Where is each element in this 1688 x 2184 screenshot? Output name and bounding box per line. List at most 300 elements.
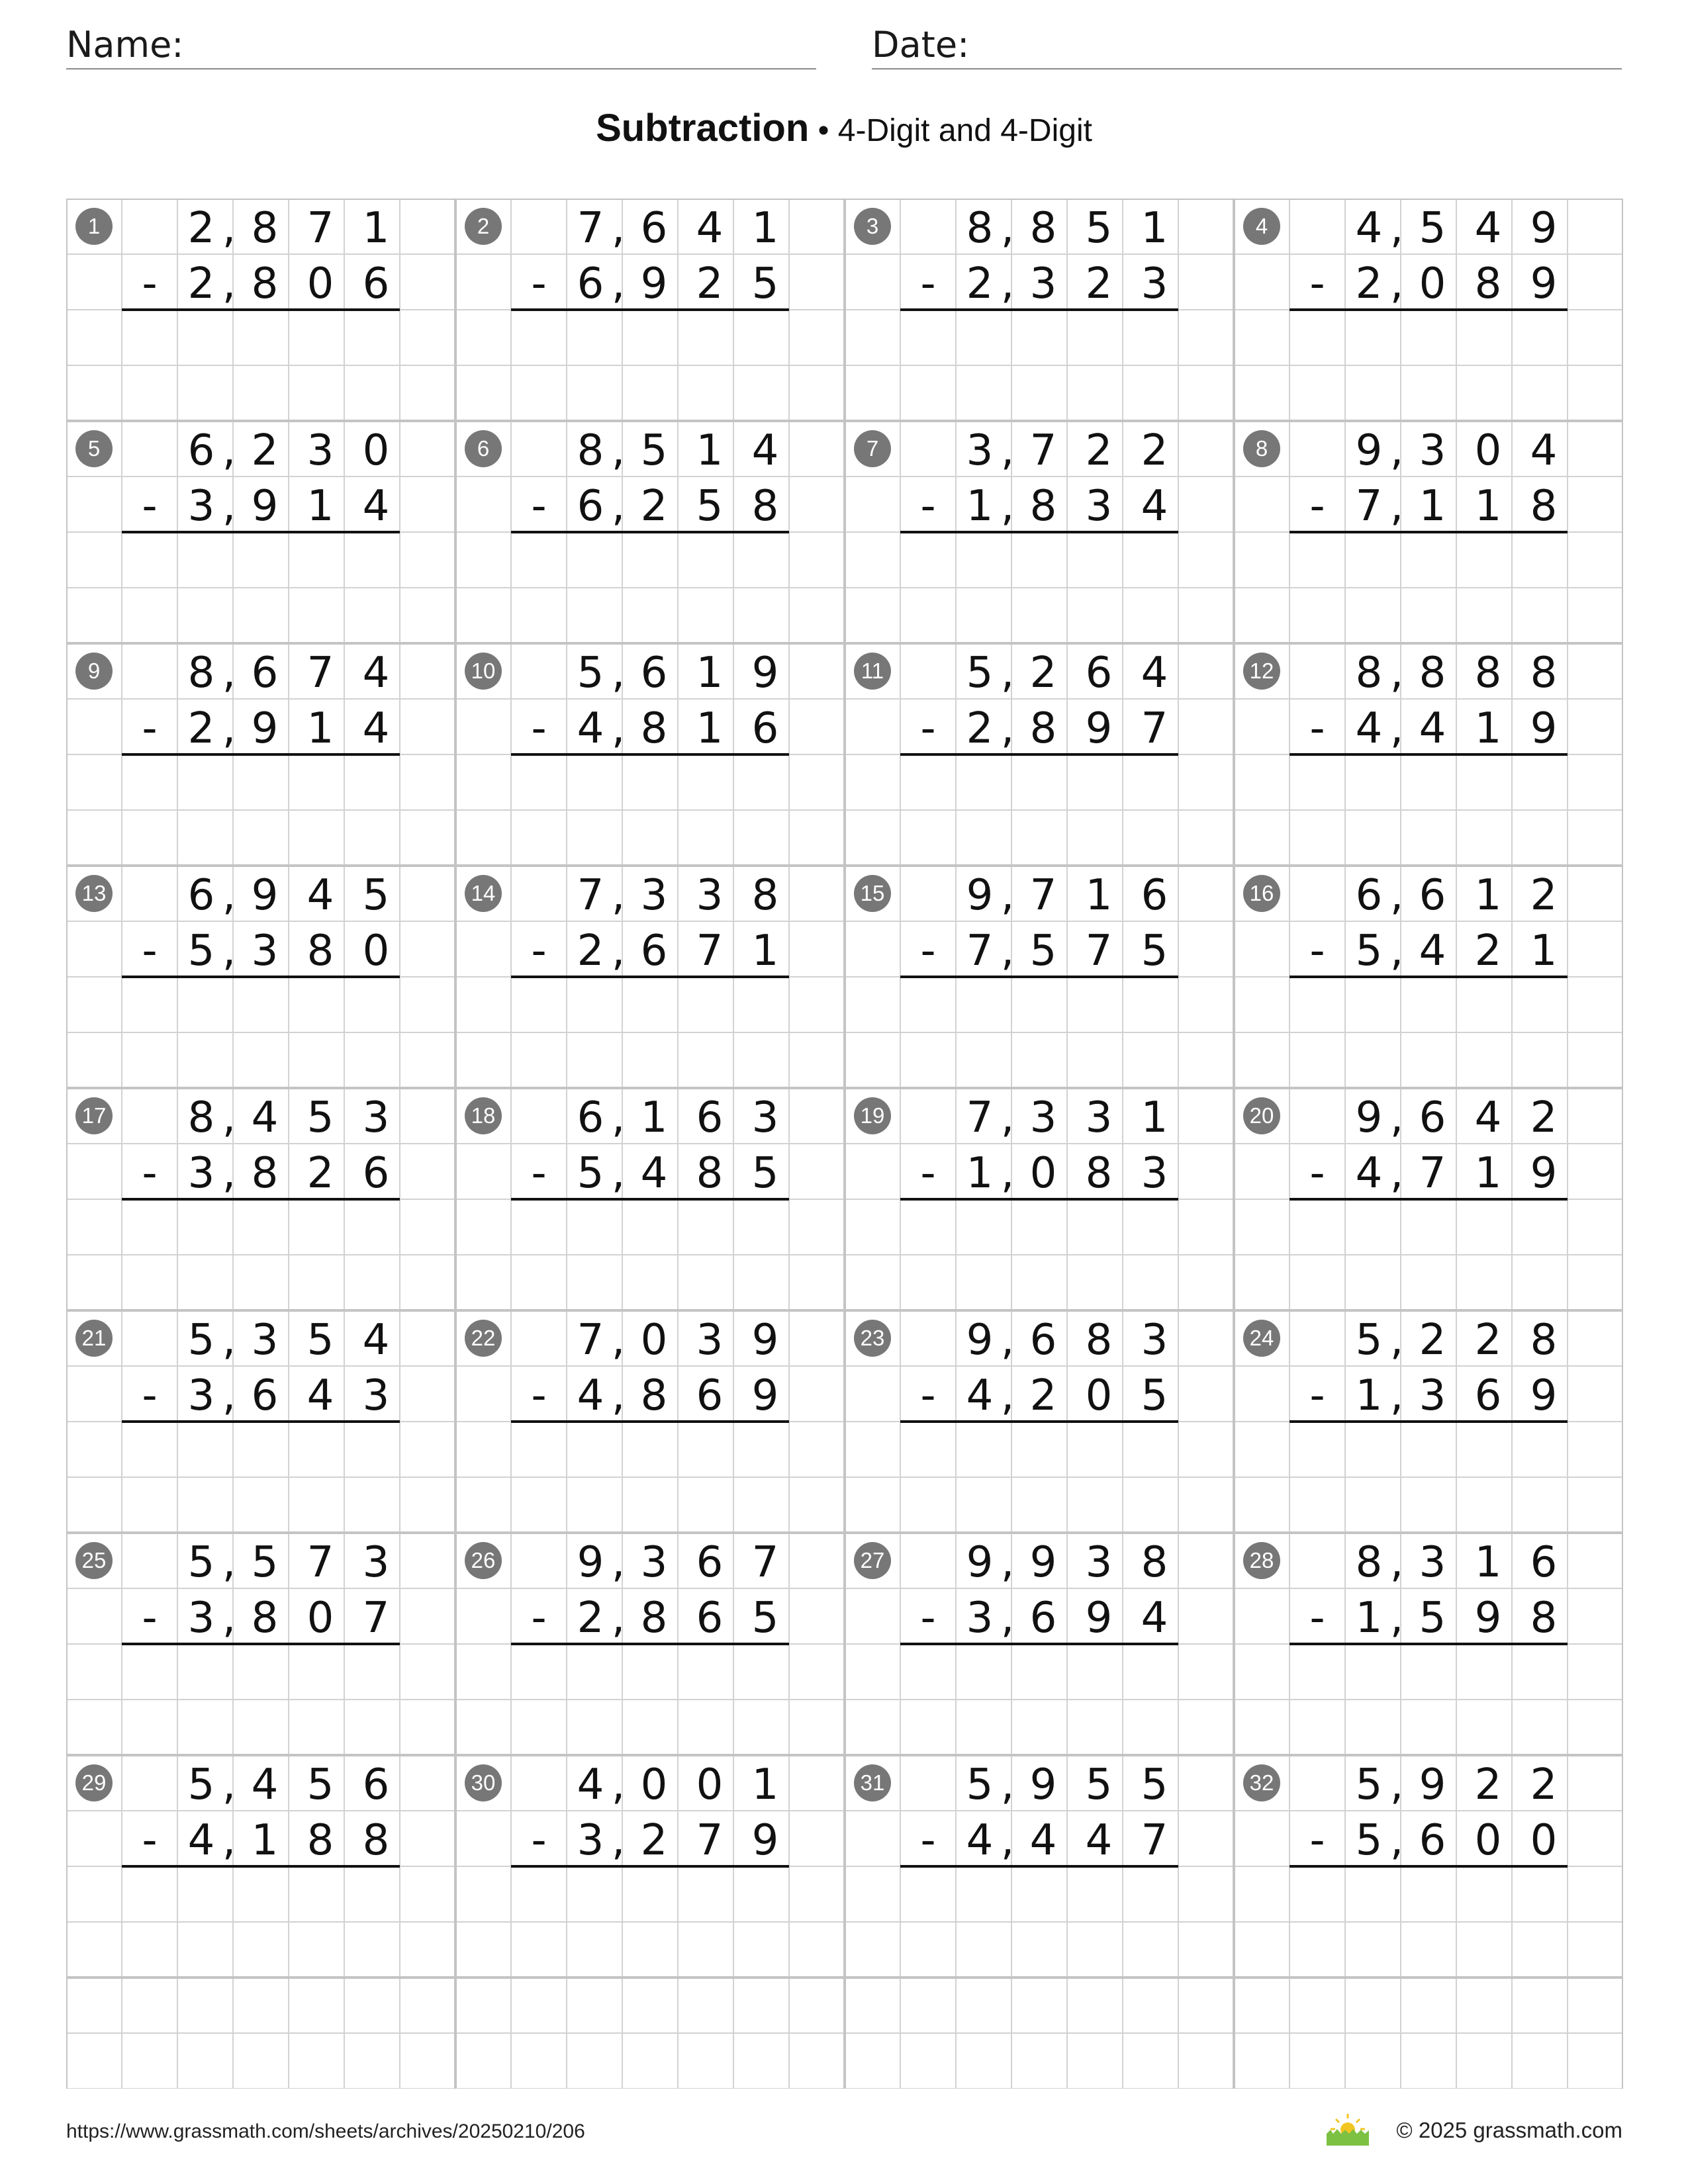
subtrahend-thousands: 4: [577, 704, 604, 753]
subtrahend-digit: 2: [306, 1149, 334, 1198]
minuend-digit: 7: [306, 1538, 334, 1587]
subtrahend-digit: 9: [1530, 1371, 1558, 1420]
minus-sign: -: [920, 259, 936, 308]
subtrahend-digit: 1: [1419, 482, 1446, 531]
problem-10: [465, 649, 789, 754]
subtrahend-digit: 0: [1085, 1371, 1113, 1420]
subtrahend-digit: 3: [1029, 259, 1057, 308]
minuend-digit: 4: [362, 1316, 390, 1365]
subtrahend-digit: 8: [696, 1149, 724, 1198]
minuend-thousands: 8: [966, 204, 994, 253]
minuend-digit: 5: [1419, 204, 1446, 253]
minuend-digit: 6: [1029, 1316, 1057, 1365]
minuend-digit: 2: [1419, 1316, 1446, 1365]
minuend-digit: 6: [640, 204, 668, 253]
subtrahend-digit: 6: [640, 927, 668, 976]
subtrahend-thousands: 5: [1355, 927, 1383, 976]
subtrahend-digit: 3: [1085, 482, 1113, 531]
problem-number: 9: [87, 659, 101, 683]
minuend-digit: 5: [1085, 204, 1113, 253]
subtrahend-digit: 6: [751, 704, 779, 753]
problem-12: [1243, 649, 1568, 754]
problem-6: [465, 426, 789, 532]
minuend-comma: ,: [611, 1760, 626, 1809]
subtrahend-thousands: 3: [187, 1149, 215, 1198]
minus-sign: -: [142, 1816, 158, 1865]
minuend-digit: 1: [696, 649, 724, 698]
minuend-thousands: 5: [577, 649, 604, 698]
minus-sign: -: [920, 704, 936, 753]
subtrahend-comma: ,: [1389, 1594, 1404, 1643]
problem-14: [465, 871, 789, 977]
minuend-thousands: 8: [1355, 649, 1383, 698]
minuend-thousands: 5: [966, 649, 994, 698]
minuend-digit: 4: [1474, 204, 1502, 253]
subtrahend-digit: 6: [696, 1594, 724, 1643]
minuend-digit: 3: [362, 1538, 390, 1587]
minuend-digit: 1: [751, 204, 779, 253]
minuend-digit: 0: [640, 1760, 668, 1809]
minus-sign: -: [142, 482, 158, 531]
minuend-digit: 5: [306, 1093, 334, 1142]
minuend-comma: ,: [1000, 1538, 1015, 1587]
subtrahend-thousands: 4: [966, 1371, 994, 1420]
problem-number: 1: [87, 214, 101, 238]
minuend-digit: 2: [1530, 871, 1558, 920]
problem-5: [75, 426, 400, 532]
minus-sign: -: [531, 1594, 547, 1643]
subtrahend-digit: 8: [640, 704, 668, 753]
problem-number: 32: [1249, 1770, 1274, 1795]
minuend-digit: 3: [1085, 1538, 1113, 1587]
subtrahend-digit: 5: [751, 1149, 779, 1198]
problem-number: 31: [860, 1770, 885, 1795]
minuend-digit: 4: [362, 649, 390, 698]
minuend-digit: 2: [1530, 1760, 1558, 1809]
subtrahend-digit: 7: [1419, 1149, 1446, 1198]
minuend-comma: ,: [222, 426, 236, 475]
minuend-comma: ,: [1000, 649, 1015, 698]
minuend-digit: 9: [1419, 1760, 1446, 1809]
name-label: Name:: [66, 24, 184, 66]
subtrahend-digit: 8: [1029, 704, 1057, 753]
subtrahend-digit: 8: [362, 1816, 390, 1865]
minuend-thousands: 5: [187, 1316, 215, 1365]
subtrahend-digit: 9: [751, 1816, 779, 1865]
subtrahend-digit: 1: [306, 482, 334, 531]
problem-number: 21: [81, 1326, 107, 1350]
minuend-thousands: 9: [1355, 426, 1383, 475]
minuend-thousands: 8: [187, 649, 215, 698]
minuend-digit: 3: [1419, 426, 1446, 475]
date-field[interactable]: [872, 20, 1622, 69]
minuend-digit: 5: [640, 426, 668, 475]
minuend-thousands: 6: [187, 426, 215, 475]
minuend-comma: ,: [222, 1316, 236, 1365]
minuend-digit: 7: [1029, 426, 1057, 475]
subtrahend-digit: 8: [1530, 1594, 1558, 1643]
minuend-digit: 1: [1141, 204, 1168, 253]
problem-number: 24: [1249, 1326, 1274, 1350]
subtrahend-comma: ,: [1389, 1149, 1404, 1198]
subtrahend-thousands: 2: [966, 259, 994, 308]
problem-13: [75, 871, 400, 977]
subtrahend-digit: 8: [640, 1371, 668, 1420]
minuend-digit: 1: [1085, 871, 1113, 920]
subtrahend-comma: ,: [1000, 1594, 1015, 1643]
subtrahend-digit: 1: [251, 1816, 279, 1865]
problem-number: 23: [860, 1326, 885, 1350]
minuend-digit: 6: [696, 1093, 724, 1142]
minuend-digit: 3: [640, 1538, 668, 1587]
problem-11: [854, 649, 1178, 754]
minuend-thousands: 7: [577, 204, 604, 253]
subtrahend-digit: 2: [640, 482, 668, 531]
minuend-digit: 3: [251, 1316, 279, 1365]
subtrahend-digit: 8: [1474, 259, 1502, 308]
subtrahend-digit: 7: [1141, 704, 1168, 753]
footer-url[interactable]: https://www.grassmath.com/sheets/archives/20250210/206: [66, 2120, 585, 2142]
problem-29: [75, 1760, 400, 1866]
subtrahend-digit: 8: [1530, 482, 1558, 531]
minuend-comma: ,: [1000, 204, 1015, 253]
minuend-thousands: 9: [577, 1538, 604, 1587]
minuend-digit: 5: [306, 1316, 334, 1365]
problem-22: [465, 1316, 789, 1422]
subtrahend-digit: 9: [1530, 259, 1558, 308]
subtrahend-digit: 9: [251, 704, 279, 753]
subtrahend-digit: 9: [1474, 1594, 1502, 1643]
problem-number: 20: [1249, 1103, 1274, 1128]
subtrahend-thousands: 4: [1355, 1149, 1383, 1198]
minuend-comma: ,: [1389, 1093, 1404, 1142]
minuend-digit: 2: [251, 426, 279, 475]
minuend-digit: 2: [1141, 426, 1168, 475]
problem-number: 15: [860, 881, 885, 905]
subtrahend-digit: 5: [1141, 1371, 1168, 1420]
minus-sign: -: [531, 1371, 547, 1420]
minuend-comma: ,: [611, 649, 626, 698]
minuend-digit: 3: [1029, 1093, 1057, 1142]
minuend-digit: 8: [1141, 1538, 1168, 1587]
minuend-digit: 2: [1029, 649, 1057, 698]
subtrahend-thousands: 2: [187, 704, 215, 753]
minus-sign: -: [1309, 482, 1325, 531]
problem-number: 12: [1249, 659, 1274, 683]
problem-31: [854, 1760, 1178, 1866]
subtrahend-digit: 4: [640, 1149, 668, 1198]
problem-28: [1243, 1538, 1568, 1644]
minuend-thousands: 6: [1355, 871, 1383, 920]
minuend-thousands: 9: [1355, 1093, 1383, 1142]
problem-2: [465, 204, 789, 310]
minuend-digit: 8: [1419, 649, 1446, 698]
minuend-digit: 5: [1085, 1760, 1113, 1809]
minuend-digit: 3: [696, 871, 724, 920]
subtrahend-digit: 7: [362, 1594, 390, 1643]
minuend-thousands: 8: [1355, 1538, 1383, 1587]
subtrahend-comma: ,: [222, 927, 236, 976]
minuend-thousands: 7: [577, 1316, 604, 1365]
minuend-digit: 1: [1141, 1093, 1168, 1142]
minuend-digit: 9: [751, 1316, 779, 1365]
subtrahend-thousands: 2: [577, 1594, 604, 1643]
date-underline: [872, 68, 1622, 69]
problem-number: 7: [866, 436, 879, 461]
subtrahend-digit: 5: [751, 1594, 779, 1643]
minuend-digit: 5: [251, 1538, 279, 1587]
minuend-digit: 2: [1474, 1760, 1502, 1809]
minuend-digit: 1: [362, 204, 390, 253]
subtrahend-digit: 9: [640, 259, 668, 308]
title-main: Subtraction: [596, 107, 810, 150]
subtrahend-thousands: 1: [966, 482, 994, 531]
subtrahend-digit: 5: [1419, 1594, 1446, 1643]
subtrahend-comma: ,: [1000, 1371, 1015, 1420]
minus-sign: -: [920, 1371, 936, 1420]
minuend-thousands: 7: [966, 1093, 994, 1142]
subtrahend-digit: 1: [1474, 1149, 1502, 1198]
minuend-thousands: 9: [966, 871, 994, 920]
minus-sign: -: [142, 704, 158, 753]
problem-30: [465, 1760, 789, 1866]
subtrahend-digit: 9: [251, 482, 279, 531]
minuend-digit: 8: [1029, 204, 1057, 253]
minuend-digit: 6: [640, 649, 668, 698]
minus-sign: -: [142, 927, 158, 976]
problem-number: 29: [81, 1770, 107, 1795]
minuend-digit: 3: [1141, 1316, 1168, 1365]
subtrahend-thousands: 5: [577, 1149, 604, 1198]
subtrahend-thousands: 3: [187, 482, 215, 531]
minus-sign: -: [920, 1149, 936, 1198]
name-underline: [66, 68, 816, 69]
minus-sign: -: [531, 704, 547, 753]
subtrahend-thousands: 2: [966, 704, 994, 753]
subtrahend-digit: 8: [251, 259, 279, 308]
subtrahend-digit: 5: [696, 482, 724, 531]
subtrahend-digit: 5: [751, 259, 779, 308]
minus-sign: -: [531, 259, 547, 308]
subtrahend-comma: ,: [222, 1149, 236, 1198]
subtrahend-comma: ,: [222, 704, 236, 753]
problem-15: [854, 871, 1178, 977]
minuend-digit: 9: [1530, 204, 1558, 253]
subtrahend-digit: 8: [306, 1816, 334, 1865]
subtrahend-digit: 2: [1085, 259, 1113, 308]
problem-number: 16: [1249, 881, 1274, 905]
problem-number: 22: [471, 1326, 496, 1350]
problem-32: [1243, 1760, 1568, 1866]
subtrahend-comma: ,: [222, 1594, 236, 1643]
subtrahend-digit: 2: [1474, 927, 1502, 976]
minuend-digit: 9: [251, 871, 279, 920]
minuend-digit: 8: [1474, 649, 1502, 698]
minuend-comma: ,: [1389, 649, 1404, 698]
minuend-comma: ,: [222, 871, 236, 920]
subtrahend-digit: 4: [1029, 1816, 1057, 1865]
problem-number: 25: [81, 1548, 107, 1572]
minuend-digit: 9: [751, 649, 779, 698]
subtrahend-digit: 9: [1530, 1149, 1558, 1198]
minuend-digit: 8: [251, 204, 279, 253]
minuend-thousands: 4: [1355, 204, 1383, 253]
minuend-digit: 3: [1085, 1093, 1113, 1142]
problem-25: [75, 1538, 400, 1644]
problem-4: [1243, 204, 1568, 310]
minuend-thousands: 8: [187, 1093, 215, 1142]
problem-27: [854, 1538, 1178, 1644]
minuend-comma: ,: [611, 871, 626, 920]
subtrahend-digit: 3: [362, 1371, 390, 1420]
problem-16: [1243, 871, 1568, 977]
subtrahend-comma: ,: [1000, 704, 1015, 753]
minuend-digit: 8: [1530, 649, 1558, 698]
minuend-digit: 1: [696, 426, 724, 475]
subtrahend-digit: 5: [1029, 927, 1057, 976]
minuend-digit: 3: [751, 1093, 779, 1142]
minuend-thousands: 5: [966, 1760, 994, 1809]
minuend-digit: 0: [696, 1760, 724, 1809]
subtrahend-digit: 4: [1141, 1594, 1168, 1643]
minuend-digit: 3: [696, 1316, 724, 1365]
minus-sign: -: [1309, 259, 1325, 308]
problem-3: [854, 204, 1178, 310]
subtrahend-digit: 2: [696, 259, 724, 308]
subtrahend-comma: ,: [611, 704, 626, 753]
minuend-comma: ,: [1000, 871, 1015, 920]
subtrahend-digit: 6: [1419, 1816, 1446, 1865]
subtrahend-thousands: 3: [187, 1594, 215, 1643]
minuend-digit: 1: [1474, 871, 1502, 920]
subtrahend-thousands: 4: [1355, 704, 1383, 753]
minuend-digit: 6: [1085, 649, 1113, 698]
subtrahend-thousands: 3: [966, 1594, 994, 1643]
problem-number: 8: [1255, 436, 1268, 461]
subtrahend-digit: 5: [1141, 927, 1168, 976]
minus-sign: -: [920, 482, 936, 531]
problem-24: [1243, 1316, 1568, 1422]
minuend-thousands: 4: [577, 1760, 604, 1809]
minuend-comma: ,: [1389, 204, 1404, 253]
minuend-digit: 3: [1419, 1538, 1446, 1587]
minuend-digit: 3: [306, 426, 334, 475]
subtrahend-digit: 0: [362, 927, 390, 976]
minuend-digit: 7: [751, 1538, 779, 1587]
minuend-digit: 0: [362, 426, 390, 475]
problem-7: [854, 426, 1178, 532]
subtrahend-digit: 8: [251, 1594, 279, 1643]
minuend-digit: 1: [1474, 1538, 1502, 1587]
subtrahend-digit: 1: [696, 704, 724, 753]
subtrahend-digit: 8: [1085, 1149, 1113, 1198]
minuend-thousands: 6: [187, 871, 215, 920]
subtrahend-comma: ,: [1389, 927, 1404, 976]
subtrahend-thousands: 3: [187, 1371, 215, 1420]
minuend-digit: 6: [362, 1760, 390, 1809]
subtrahend-comma: ,: [1000, 1816, 1015, 1865]
minuend-thousands: 7: [577, 871, 604, 920]
subtrahend-comma: ,: [1389, 1371, 1404, 1420]
problem-number: 11: [861, 659, 884, 683]
minuend-digit: 8: [1530, 1316, 1558, 1365]
subtrahend-comma: ,: [1000, 1149, 1015, 1198]
minuend-digit: 4: [696, 204, 724, 253]
subtrahend-comma: ,: [222, 1371, 236, 1420]
minus-sign: -: [531, 1816, 547, 1865]
minuend-digit: 9: [1029, 1538, 1057, 1587]
subtrahend-digit: 4: [1419, 927, 1446, 976]
minuend-digit: 6: [251, 649, 279, 698]
subtrahend-digit: 1: [751, 927, 779, 976]
minus-sign: -: [531, 927, 547, 976]
minus-sign: -: [531, 482, 547, 531]
problem-19: [854, 1093, 1178, 1199]
minuend-comma: ,: [611, 1093, 626, 1142]
subtrahend-comma: ,: [1000, 927, 1015, 976]
problem-9: [75, 649, 400, 754]
minuend-thousands: 5: [1355, 1760, 1383, 1809]
problem-20: [1243, 1093, 1568, 1199]
subtrahend-comma: ,: [1000, 259, 1015, 308]
minuend-digit: 4: [306, 871, 334, 920]
subtrahend-digit: 8: [1029, 482, 1057, 531]
problem-number: 17: [81, 1103, 107, 1128]
subtrahend-comma: ,: [1389, 259, 1404, 308]
minuend-digit: 6: [696, 1538, 724, 1587]
minus-sign: -: [920, 927, 936, 976]
minus-sign: -: [1309, 1816, 1325, 1865]
problem-17: [75, 1093, 400, 1199]
problem-23: [854, 1316, 1178, 1422]
subtrahend-comma: ,: [1389, 1816, 1404, 1865]
minuend-digit: 7: [306, 204, 334, 253]
subtrahend-digit: 2: [1029, 1371, 1057, 1420]
minuend-comma: ,: [1000, 1760, 1015, 1809]
subtrahend-digit: 4: [362, 704, 390, 753]
subtrahend-digit: 1: [306, 704, 334, 753]
subtrahend-digit: 7: [696, 1816, 724, 1865]
minus-sign: -: [142, 1371, 158, 1420]
minuend-comma: ,: [222, 649, 236, 698]
problem-number: 14: [471, 881, 496, 905]
subtrahend-thousands: 2: [1355, 259, 1383, 308]
minuend-thousands: 5: [1355, 1316, 1383, 1365]
problem-number: 2: [477, 214, 490, 238]
minuend-digit: 8: [751, 871, 779, 920]
subtrahend-thousands: 5: [187, 927, 215, 976]
problem-number: 6: [477, 436, 490, 461]
minuend-comma: ,: [611, 204, 626, 253]
minuend-digit: 9: [1029, 1760, 1057, 1809]
name-field[interactable]: [66, 20, 816, 69]
minuend-thousands: 6: [577, 1093, 604, 1142]
minuend-comma: ,: [222, 204, 236, 253]
subtrahend-digit: 4: [1085, 1816, 1113, 1865]
subtrahend-thousands: 7: [1355, 482, 1383, 531]
minuend-digit: 6: [1530, 1538, 1558, 1587]
minuend-comma: ,: [1389, 1760, 1404, 1809]
subtrahend-thousands: 4: [187, 1816, 215, 1865]
subtrahend-thousands: 4: [577, 1371, 604, 1420]
minuend-comma: ,: [611, 1538, 626, 1587]
problem-21: [75, 1316, 400, 1422]
minuend-thousands: 9: [966, 1538, 994, 1587]
subtrahend-thousands: 2: [187, 259, 215, 308]
subtrahend-comma: ,: [611, 1594, 626, 1643]
subtrahend-digit: 0: [1530, 1816, 1558, 1865]
subtrahend-digit: 3: [1419, 1371, 1446, 1420]
